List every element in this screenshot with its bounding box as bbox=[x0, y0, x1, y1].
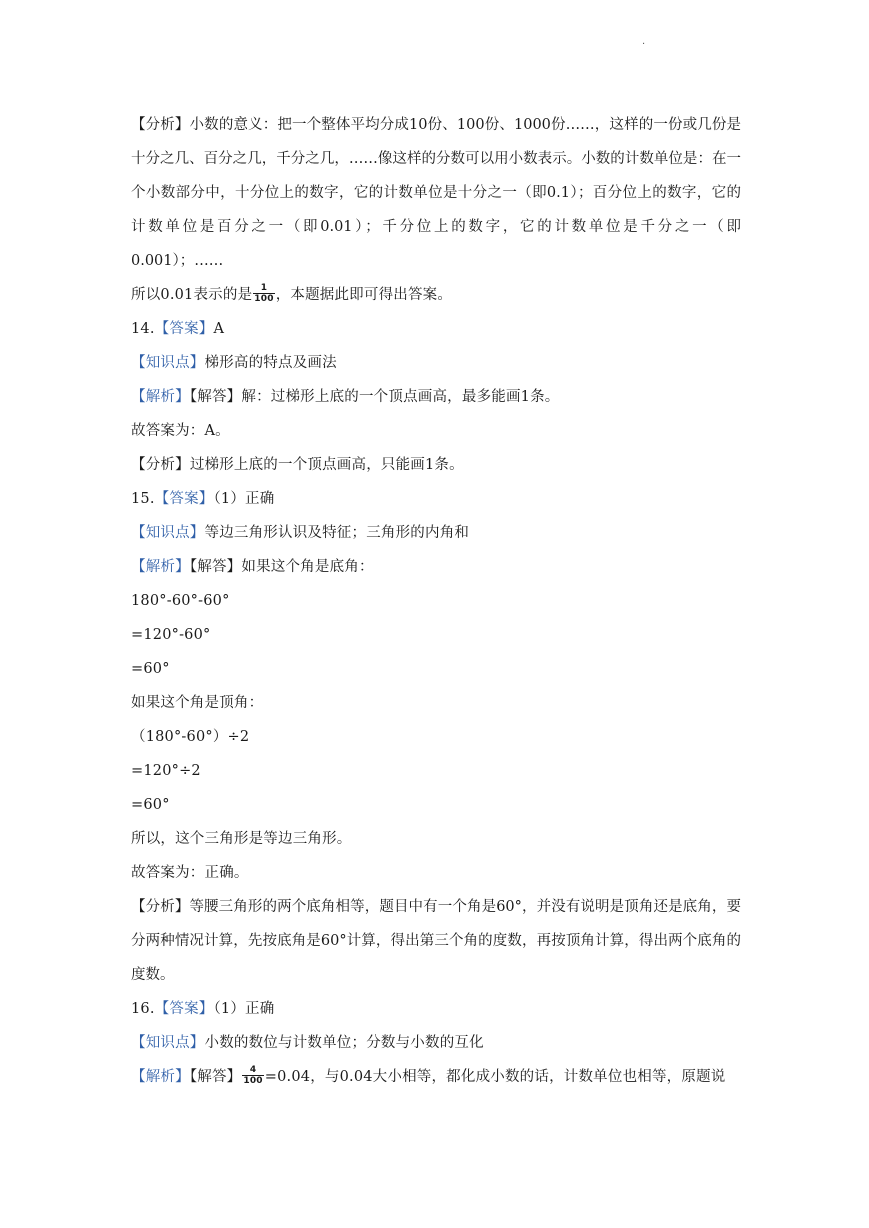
knowledge-tag: 【知识点】 bbox=[131, 355, 205, 371]
question-number: 14. bbox=[131, 321, 155, 337]
solution-tag: 【解析】 bbox=[131, 389, 190, 405]
question-number: 16. bbox=[131, 1001, 155, 1017]
q15-knowledge bbox=[131, 516, 741, 550]
fraction-denominator: 100 bbox=[254, 293, 274, 304]
answer-tag: 【答案】 bbox=[154, 321, 214, 337]
answer-text: （1）正确 bbox=[213, 1001, 275, 1017]
q16-knowledge bbox=[131, 1026, 741, 1060]
q14-answer bbox=[131, 312, 741, 346]
q13-analysis bbox=[131, 108, 741, 278]
analysis-text: 小数的意义：把一个整体平均分成10份、100份、1000份……，这样的一份或几份是十分之几、百分之几，千分之几，……像这样的分数可以用小数表示。小数的计数单位是：在一个小数部分中，十分位上的数字，它的计数单位是十分之一（即0.1）；百分位上的数字，它的计数单位是百分之一（即0.01）；千分位上的数字，它的计数单位是千分之一（即0.001）；…… bbox=[131, 117, 742, 269]
q16-answer bbox=[131, 992, 741, 1026]
q15-answer bbox=[131, 482, 741, 516]
question-number: 15. bbox=[131, 491, 155, 507]
conclusion-prefix: 所以0.01表示的是 bbox=[131, 287, 253, 303]
solution-text: 如果这个角是底角： bbox=[241, 559, 374, 575]
analysis-tag: 【分析】 bbox=[131, 899, 190, 915]
solution-label: 【解答】 bbox=[189, 389, 242, 405]
solution-tag: 【解析】 bbox=[131, 559, 190, 575]
analysis-text: 过梯形上底的一个顶点画高，只能画1条。 bbox=[189, 457, 464, 473]
fraction-4-100 bbox=[242, 1065, 263, 1086]
q15-analysis bbox=[131, 890, 741, 992]
answer-tag: 【答案】 bbox=[154, 491, 214, 507]
knowledge-text: 梯形高的特点及画法 bbox=[204, 355, 337, 371]
fraction-denominator: 100 bbox=[243, 1075, 263, 1086]
q14-analysis bbox=[131, 448, 741, 482]
q15-step: 如果这个角是顶角： bbox=[131, 695, 264, 711]
answer-text: A bbox=[213, 321, 225, 337]
document-page bbox=[131, 108, 741, 1094]
q15-step: （180°-60°）÷2 bbox=[131, 729, 250, 745]
fraction-numerator: 1 bbox=[253, 283, 274, 294]
answer-tag: 【答案】 bbox=[154, 1001, 214, 1017]
q14-final: 故答案为：A。 bbox=[131, 423, 230, 439]
solution-text: =0.04，与0.04大小相等，都化成小数的话，计数单位也相等，原题说 bbox=[264, 1069, 726, 1085]
q15-step: =60° bbox=[131, 797, 170, 813]
fraction-1-100 bbox=[253, 283, 274, 304]
q13-conclusion bbox=[131, 278, 741, 312]
answer-text: （1）正确 bbox=[213, 491, 275, 507]
solution-tag: 【解析】 bbox=[131, 1069, 190, 1085]
q15-solution bbox=[131, 550, 741, 584]
fraction-numerator: 4 bbox=[242, 1065, 263, 1076]
q14-knowledge bbox=[131, 346, 741, 380]
q15-step: =120°-60° bbox=[131, 627, 211, 643]
q15-step: 所以，这个三角形是等边三角形。 bbox=[131, 831, 352, 847]
knowledge-text: 等边三角形认识及特征；三角形的内角和 bbox=[204, 525, 470, 541]
knowledge-text: 小数的数位与计数单位；分数与小数的互化 bbox=[204, 1035, 484, 1051]
q16-solution bbox=[131, 1060, 741, 1094]
conclusion-suffix: ，本题据此即可得出答案。 bbox=[275, 287, 453, 303]
q14-solution bbox=[131, 380, 741, 414]
solution-text: 解：过梯形上底的一个顶点画高，最多能画1条。 bbox=[241, 389, 560, 405]
q15-step: 故答案为：正确。 bbox=[131, 865, 249, 881]
knowledge-tag: 【知识点】 bbox=[131, 525, 205, 541]
knowledge-tag: 【知识点】 bbox=[131, 1035, 205, 1051]
solution-label: 【解答】 bbox=[189, 1069, 242, 1085]
solution-label: 【解答】 bbox=[189, 559, 242, 575]
q15-step: 180°-60°-60° bbox=[131, 593, 230, 609]
q15-step: =60° bbox=[131, 661, 170, 677]
analysis-text: 等腰三角形的两个底角相等，题目中有一个角是60°，并没有说明是顶角还是底角，要分两种情况计算，先按底角是60°计算，得出第三个角的度数，再按顶角计算，得出两个底角的度数。 bbox=[131, 899, 742, 983]
page-marker: . bbox=[642, 36, 646, 47]
analysis-tag: 【分析】 bbox=[131, 457, 190, 473]
analysis-tag: 【分析】 bbox=[131, 117, 190, 133]
q15-step: =120°÷2 bbox=[131, 763, 201, 779]
